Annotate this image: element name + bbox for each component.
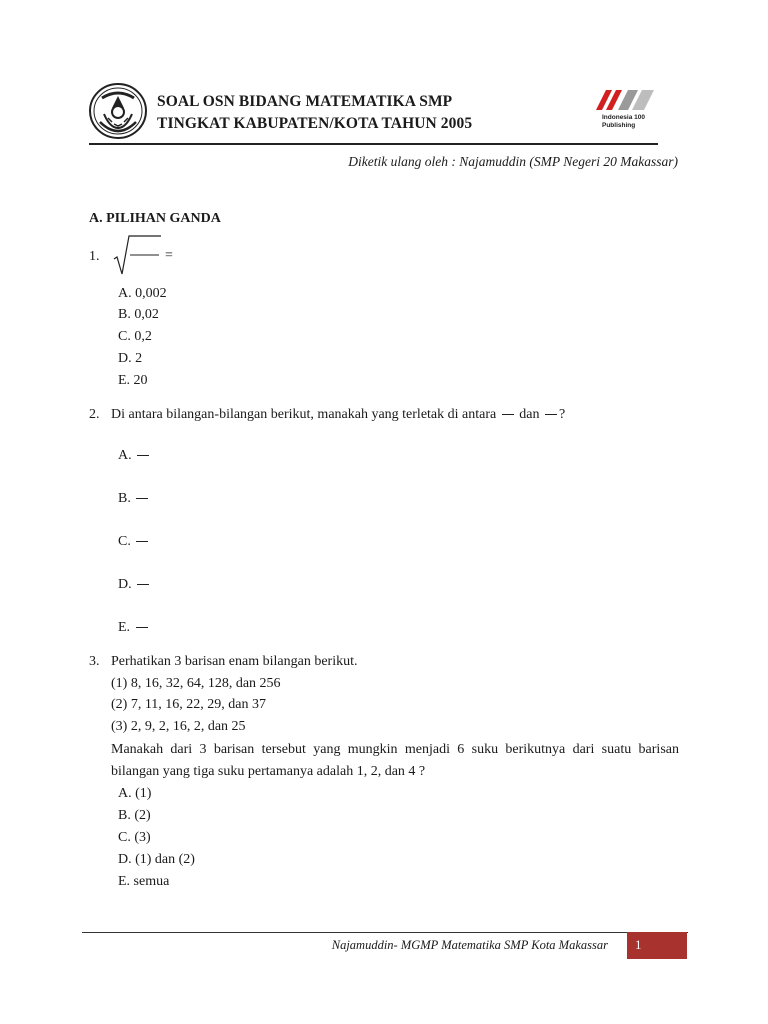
- question-2-text: [111, 407, 565, 423]
- question-2-option-c: C.: [118, 534, 150, 550]
- publisher-logo: [592, 84, 658, 138]
- question-3-option-e: E. semua: [118, 874, 170, 889]
- question-1-number: 1.: [89, 249, 100, 264]
- question-1-equals: =: [165, 248, 173, 263]
- question-1-option-e: E. 20: [118, 373, 148, 388]
- question-3-body: Manakah dari 3 barisan tersebut yang mungkin menjadi 6 suku berikutnya dari suatu barisan bilangan yang tiga suku pertamanya adalah 1, 2, dan 4 ?: [111, 742, 679, 779]
- publisher-logo-line1: Indonesia 100: [602, 114, 645, 121]
- question-2-text-start: Di antara bilangan-bilangan berikut, manakah yang terletak di antara: [111, 407, 497, 422]
- question-3-option-c: C. (3): [118, 830, 151, 845]
- question-3-option-b: B. (2): [118, 808, 151, 823]
- question-3-intro: Perhatikan 3 barisan enam bilangan berikut.: [111, 654, 358, 669]
- document-title-line1: SOAL OSN BIDANG MATEMATIKA SMP: [157, 93, 453, 110]
- document-title-line2: TINGKAT KABUPATEN/KOTA TAHUN 2005: [157, 115, 473, 132]
- square-root-symbol: [111, 234, 163, 276]
- section-title: A. PILIHAN GANDA: [89, 211, 221, 226]
- question-2-option-d: D.: [118, 577, 151, 593]
- footer-credit: Najamuddin- MGMP Matematika SMP Kota Makassar: [331, 938, 608, 952]
- question-1-option-c: C. 0,2: [118, 329, 152, 344]
- question-3-option-a: A. (1): [118, 786, 152, 801]
- fraction-placeholder: [502, 414, 514, 415]
- header-divider: [89, 143, 658, 145]
- question-3-number: 3.: [89, 654, 100, 669]
- question-2-text-end: ?: [558, 407, 566, 422]
- footer-divider: [82, 932, 688, 933]
- page-number: 1: [635, 937, 642, 952]
- fraction-placeholder: [545, 414, 557, 415]
- question-1-option-d: D. 2: [118, 351, 143, 366]
- question-2-option-a: A.: [118, 448, 151, 464]
- typed-by-credit: Diketik ulang oleh : Najamuddin (SMP Negeri 20 Makassar): [348, 154, 678, 169]
- question-2-number: 2.: [89, 407, 100, 422]
- question-2-option-b: B.: [118, 491, 150, 507]
- question-1-option-b: B. 0,02: [118, 307, 159, 322]
- question-2-option-e: E.: [118, 620, 150, 636]
- publisher-logo-line2: Publishing: [602, 122, 636, 129]
- question-3-sequence-2: (2) 7, 11, 16, 22, 29, dan 37: [111, 697, 267, 712]
- question-3-sequence-1: (1) 8, 16, 32, 64, 128, dan 256: [111, 676, 281, 691]
- ministry-emblem-logo: [88, 82, 148, 140]
- page-number-box: [627, 932, 687, 959]
- question-3-sequence-3: (3) 2, 9, 2, 16, 2, dan 25: [111, 719, 246, 734]
- question-2-text-and: dan: [519, 407, 540, 422]
- question-3-option-d: D. (1) dan (2): [118, 852, 195, 867]
- question-1-option-a: A. 0,002: [118, 286, 167, 301]
